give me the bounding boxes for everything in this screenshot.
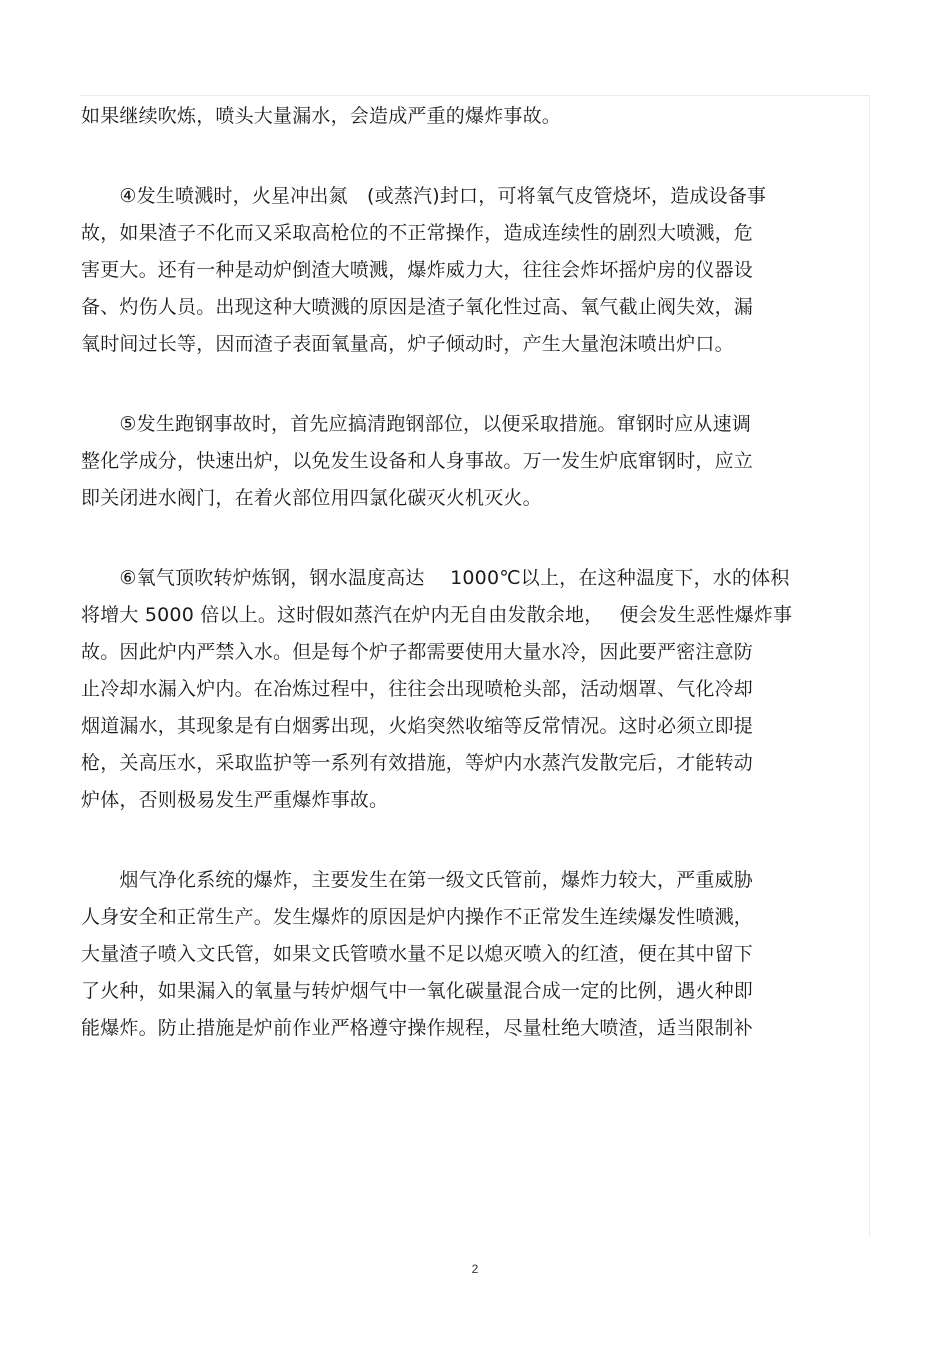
page-number: 2 [471,1262,479,1276]
text-line: 如果继续吹炼，喷头大量漏水，会造成严重的爆炸事故。 [81,105,562,127]
paragraph-5 [81,862,871,1047]
text-line: 能爆炸。防止措施是炉前作业严格遵守操作规程，尽量杜绝大喷渣，适当限制补 [81,1017,754,1039]
paragraph-4 [81,560,871,819]
paragraph-2 [81,178,871,363]
paragraph-spacer [81,819,871,862]
text-line: 故。因此炉内严禁入水。但是每个炉子都需要使用大量水冷，因此要严密注意防 [81,641,754,663]
text-line: 枪，关高压水，采取监护等一系列有效措施，等炉内水蒸汽发散完后，才能转动 [81,752,754,774]
document-body [81,98,871,1047]
text-line: 了火种，如果漏入的氧量与转炉烟气中一氧化碳量混合成一定的比例，遇火种即 [81,980,754,1002]
text-line: 故，如果渣子不化而又采取高枪位的不正常操作，造成连续性的剧烈大喷溅，危 [81,222,754,244]
paragraph-spacer [81,517,871,560]
text-line: 烟道漏水，其现象是有白烟雾出现，火焰突然收缩等反常情况。这时必须立即提 [81,715,754,737]
text-line: 氧时间过长等，因而渣子表面氧量高，炉子倾动时，产生大量泡沫喷出炉口。 [81,333,734,355]
paragraph-1 [81,98,871,135]
paragraph-spacer [81,135,871,178]
text-line: 止冷却水漏入炉内。在冶炼过程中，往往会出现喷枪头部，活动烟罩、气化冷却 [81,678,754,700]
text-line: 即关闭进水阀门，在着火部位用四氯化碳灭火机灭火。 [81,487,542,509]
text-line: 备、灼伤人员。出现这种大喷溅的原因是渣子氧化性过高、氧气截止阀失效，漏 [81,296,754,318]
text-line: 整化学成分，快速出炉，以免发生设备和人身事故。万一发生炉底窜钢时，应立 [81,450,754,472]
text-line: 将增大 5000 倍以上。这时假如蒸汽在炉内无自由发散余地， 便会发生恶性爆炸事 [81,604,793,626]
text-line: 烟气净化系统的爆炸，主要发生在第一级文氏管前，爆炸力较大，严重威胁 [81,869,754,891]
text-line: ⑤发生跑钢事故时，首先应搞清跑钢部位，以便采取措施。窜钢时应从速调 [81,413,752,435]
text-line: 炉体，否则极易发生严重爆炸事故。 [81,789,389,811]
text-line: ⑥氧气顶吹转炉炼钢，钢水温度高达 1000℃以上，在这种温度下，水的体积 [81,567,790,589]
text-line: ④发生喷溅时，火星冲出氮 (或蒸汽)封口，可将氧气皮管烧坏，造成设备事 [81,185,767,207]
text-line: 害更大。还有一种是动炉倒渣大喷溅，爆炸威力大，往往会炸坏摇炉房的仪器设 [81,259,754,281]
paragraph-3 [81,406,871,517]
text-line: 大量渣子喷入文氏管，如果文氏管喷水量不足以熄灭喷入的红渣，便在其中留下 [81,943,754,965]
text-line: 人身安全和正常生产。发生爆炸的原因是炉内操作不正常发生连续爆发性喷溅， [81,906,754,928]
paragraph-spacer [81,363,871,406]
